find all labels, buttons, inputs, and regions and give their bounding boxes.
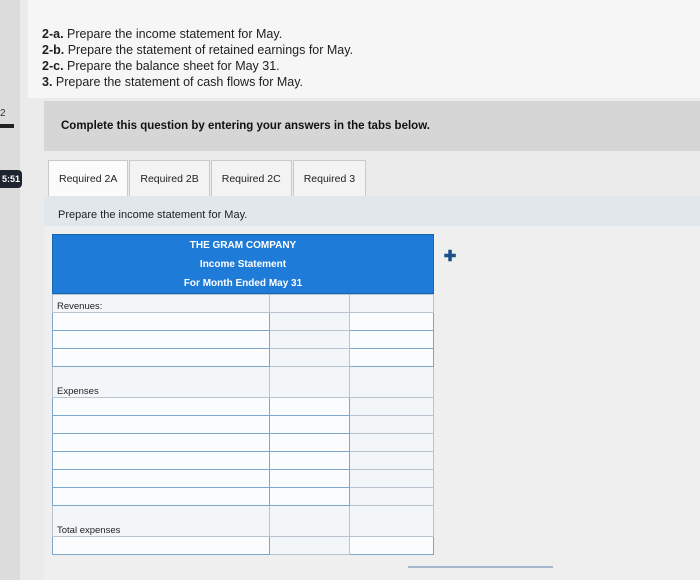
revenues-label: Revenues: xyxy=(53,295,270,313)
banner-text: Complete this question by entering your answers in the tabs below. xyxy=(61,120,430,132)
revenues-row xyxy=(53,295,434,313)
table-row xyxy=(53,537,434,555)
expense-account-input[interactable] xyxy=(53,470,270,488)
table-row xyxy=(53,488,434,506)
table-row xyxy=(53,416,434,434)
expense-amount-input[interactable] xyxy=(269,470,349,488)
table-row xyxy=(53,331,434,349)
tab-bar xyxy=(48,160,367,198)
expense-amount-input[interactable] xyxy=(269,452,349,470)
statement-period: For Month Ended May 31 xyxy=(183,278,303,289)
question-number: 2 xyxy=(0,108,6,119)
revenue-amount-input[interactable] xyxy=(350,349,434,367)
tab-panel xyxy=(44,196,700,580)
statement-header xyxy=(52,234,434,294)
plus-icon[interactable]: ✚ xyxy=(443,248,457,265)
tab-required-2c[interactable]: Required 2C xyxy=(211,160,292,197)
expense-amount-input[interactable] xyxy=(269,434,349,452)
expense-account-input[interactable] xyxy=(53,416,270,434)
divider xyxy=(408,566,553,568)
expense-amount-input[interactable] xyxy=(269,488,349,506)
expenses-label: Expenses xyxy=(53,367,270,398)
instruction-3: 3. Prepare the statement of cash flows for May. xyxy=(42,75,304,89)
tab-required-3[interactable]: Required 3 xyxy=(293,160,366,197)
tab-required-2a[interactable]: Required 2A xyxy=(48,160,128,197)
expense-amount-input[interactable] xyxy=(269,416,349,434)
expense-amount-input[interactable] xyxy=(269,398,349,416)
left-edge-strip xyxy=(0,0,20,580)
total-expenses-amount-input[interactable] xyxy=(350,537,434,555)
expense-account-input[interactable] xyxy=(53,488,270,506)
prompt-text: Prepare the income statement for May. xyxy=(58,209,248,221)
statement-grid xyxy=(52,294,434,555)
table-row xyxy=(53,349,434,367)
timer-badge: 5:51 xyxy=(0,170,22,188)
revenue-account-input[interactable] xyxy=(53,331,270,349)
instructions-box xyxy=(28,0,700,98)
table-row xyxy=(53,398,434,416)
revenue-amount-input[interactable] xyxy=(350,331,434,349)
question-marker xyxy=(0,124,14,128)
total-row-input[interactable] xyxy=(53,537,270,555)
table-row xyxy=(53,313,434,331)
income-statement xyxy=(52,234,434,555)
tab-required-2b[interactable]: Required 2B xyxy=(129,160,209,197)
instruction-banner xyxy=(44,101,700,151)
expense-account-input[interactable] xyxy=(53,434,270,452)
revenue-amount-input[interactable] xyxy=(350,313,434,331)
table-row xyxy=(53,434,434,452)
statement-title: Income Statement xyxy=(199,259,287,270)
instruction-2c: 2-c. Prepare the balance sheet for May 31. xyxy=(42,59,280,73)
prompt-bar xyxy=(44,196,700,226)
table-row xyxy=(53,452,434,470)
expenses-row xyxy=(53,367,434,398)
company-name: THE GRAM COMPANY xyxy=(189,240,297,251)
instruction-2a: 2-a. Prepare the income statement for May. xyxy=(42,27,283,41)
total-expenses-label: Total expenses xyxy=(53,506,270,537)
instruction-2b: 2-b. Prepare the statement of retained earnings for May. xyxy=(42,43,354,57)
table-row xyxy=(53,470,434,488)
revenue-account-input[interactable] xyxy=(53,313,270,331)
total-expenses-row xyxy=(53,506,434,537)
expense-account-input[interactable] xyxy=(53,398,270,416)
expense-account-input[interactable] xyxy=(53,452,270,470)
revenue-account-input[interactable] xyxy=(53,349,270,367)
